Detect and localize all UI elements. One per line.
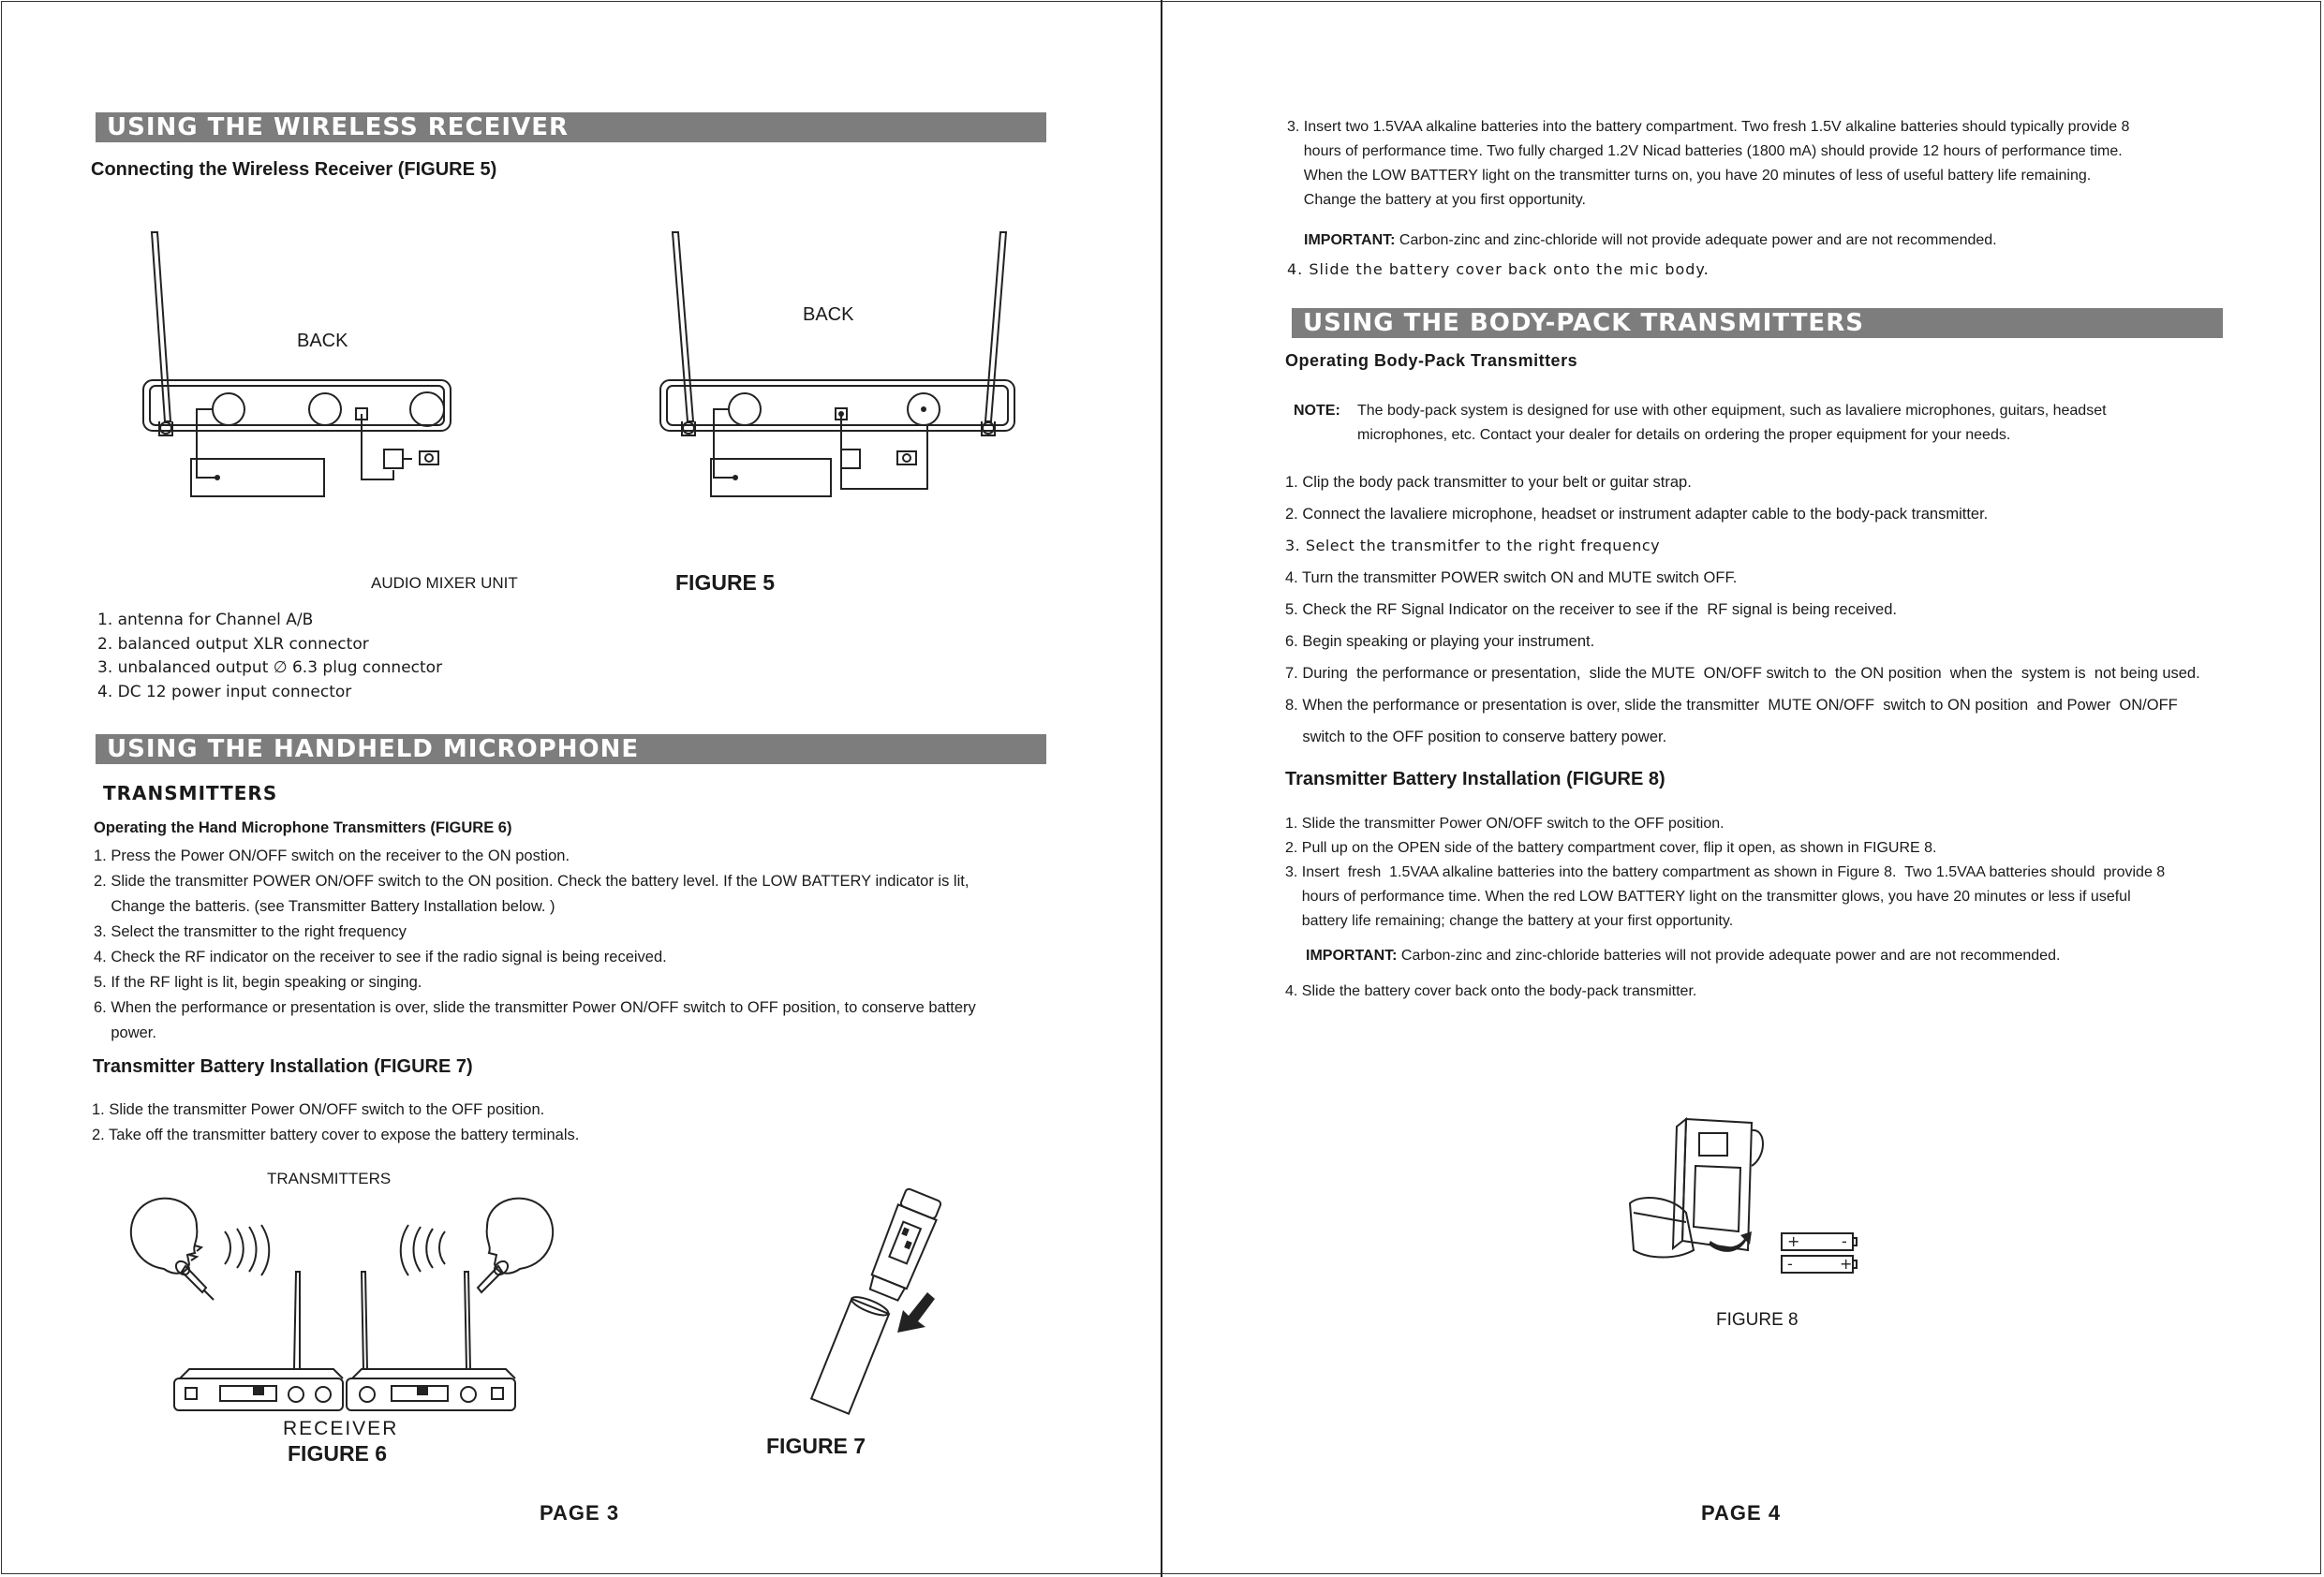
operating-bodypack-steps — [1285, 466, 2200, 753]
list-item: hours of performance time. When the red LOW BATTERY light on the transmitter glows, you have 20 minutes or less if useful — [1285, 889, 2131, 905]
figure-8-caption: FIGURE 8 — [1716, 1310, 1799, 1330]
battery-install-continued — [1287, 115, 2129, 213]
list-item: 3. unbalanced output ∅ 6.3 plug connector — [97, 658, 443, 677]
important-note-2 — [1306, 944, 2060, 968]
figure-7-caption: FIGURE 7 — [766, 1434, 866, 1458]
receiver-label: RECEIVER — [283, 1418, 399, 1439]
connecting-title-text: Connecting the Wireless Receiver — [91, 159, 393, 180]
step4-bodypack: 4. Slide the battery cover back onto the body-pack transmitter. — [1285, 983, 1697, 999]
battery-steps-left — [92, 1098, 579, 1148]
back-label-b: BACK — [803, 304, 854, 325]
note-label: NOTE: — [1294, 403, 1340, 419]
list-item: 1. Clip the body pack transmitter to your belt or guitar strap. — [1285, 474, 1692, 491]
note-text — [1357, 399, 2107, 448]
step4-mic-body: 4. Slide the battery cover back onto the mic body. — [1287, 260, 1710, 278]
receiver-knob-a — [412, 393, 450, 431]
receiver-back-diagram-a — [131, 225, 468, 506]
list-item: 3. Select the transmitfer to the right frequency — [1285, 537, 1661, 554]
transmitters-heading: TRANSMITTERS — [103, 782, 278, 804]
list-item: 6. When the performance or presentation is over, slide the transmitter Power ON/OFF switch to OFF position, to conserve battery — [94, 999, 976, 1016]
important-label: IMPORTANT: — [1306, 948, 1398, 964]
list-item: Change the batteris. (see Transmitter Battery Installation below. ) — [94, 898, 555, 915]
svg-text:-: - — [1842, 1232, 1847, 1250]
list-item: 4. DC 12 power input connector — [97, 682, 352, 701]
page-number-left: PAGE 3 — [540, 1501, 620, 1525]
list-item: Change the battery at you first opportunity. — [1287, 192, 1586, 208]
figure-5-caption: FIGURE 5 — [675, 570, 776, 595]
audio-mixer-label: AUDIO MIXER UNIT — [371, 574, 518, 592]
list-item: switch to the OFF position to conserve battery power. — [1285, 729, 1667, 745]
important-label: IMPORTANT: — [1304, 232, 1396, 248]
list-item: 4. Turn the transmitter POWER switch ON and MUTE switch OFF. — [1285, 569, 1738, 586]
figure-8-illustration — [1621, 1110, 1864, 1297]
list-item: 3. Select the transmitter to the right frequency — [94, 923, 407, 940]
operating-hand-title: Operating the Hand Microphone Transmitters (FIGURE 6) — [94, 819, 512, 836]
figure-6-illustration — [112, 1189, 600, 1423]
note-line: microphones, etc. Contact your dealer for details on ordering the proper equipment for your needs. — [1357, 427, 2011, 443]
battery-install-title-right: Transmitter Battery Installation (FIGURE 8) — [1285, 769, 1665, 789]
list-item: 8. When the performance or presentation is over, slide the transmitter MUTE ON/OFF switch to ON position and Power ON/OFF — [1285, 697, 2178, 714]
list-item: power. — [94, 1024, 156, 1041]
battery-steps-right — [1285, 812, 2165, 934]
svg-text:-: - — [1787, 1255, 1793, 1273]
svg-text:+: + — [1840, 1255, 1853, 1273]
list-item: 5. Check the RF Signal Indicator on the receiver to see if the RF signal is being received. — [1285, 601, 1897, 618]
list-item: 7. During the performance or presentation, slide the MUTE ON/OFF switch to the ON position when the system is not being used. — [1285, 665, 2200, 682]
list-item: 2. Connect the lavaliere microphone, headset or instrument adapter cable to the body-pack transmitter. — [1285, 506, 1989, 523]
section-bar-body-pack: USING THE BODY-PACK TRANSMITTERS — [1292, 308, 2223, 338]
important-text: Carbon-zinc and zinc-chloride batteries will not provide adequate power and are not recommended. — [1397, 948, 2061, 964]
list-item: 4. Check the RF indicator on the receiver to see if the radio signal is being received. — [94, 949, 667, 965]
back-label-a: BACK — [297, 331, 348, 351]
connecting-receiver-title — [91, 159, 496, 181]
operating-bodypack-title: Operating Body-Pack Transmitters — [1285, 351, 1578, 370]
connecting-figure-ref: (FIGURE 5) — [397, 159, 497, 180]
list-item: 1. Slide the transmitter Power ON/OFF switch to the OFF position. — [92, 1101, 545, 1118]
operating-hand-steps — [94, 844, 976, 1046]
note-line: The body-pack system is designed for use with other equipment, such as lavaliere microphones, guitars, headset — [1357, 403, 2107, 419]
important-text: Carbon-zinc and zinc-chloride will not provide adequate power and are not recommended. — [1395, 232, 1997, 248]
list-item: 2. Slide the transmitter POWER ON/OFF switch to the ON position. Check the battery level. If the LOW BATTERY indicator is lit, — [94, 873, 970, 890]
list-item: 1. Press the Power ON/OFF switch on the receiver to the ON postion. — [94, 847, 570, 864]
list-item: 2. Pull up on the OPEN side of the battery compartment cover, flip it open, as shown in FIGURE 8. — [1285, 840, 1937, 856]
page-divider — [1161, 0, 1162, 1577]
list-item: 2. Take off the transmitter battery cover to expose the battery terminals. — [92, 1127, 580, 1143]
list-item: hours of performance time. Two fully charged 1.2V Nicad batteries (1800 mA) should provide 12 hours of performance time. — [1287, 143, 2123, 159]
important-note-1 — [1304, 228, 1997, 253]
figure-7-illustration — [768, 1175, 993, 1419]
list-item: 5. If the RF light is lit, begin speaking or singing. — [94, 974, 422, 991]
list-item: When the LOW BATTERY light on the transmitter turns on, you have 20 minutes of less of useful battery life remaining. — [1287, 168, 2092, 184]
battery-install-title-left: Transmitter Battery Installation (FIGURE 7) — [93, 1056, 473, 1077]
svg-text:+: + — [1787, 1232, 1800, 1250]
section-bar-handheld-microphone: USING THE HANDHELD MICROPHONE — [96, 734, 1046, 764]
list-item: 2. balanced output XLR connector — [97, 634, 369, 654]
list-item: battery life remaining; change the battery at your first opportunity. — [1285, 913, 1734, 929]
section-bar-wireless-receiver: USING THE WIRELESS RECEIVER — [96, 112, 1046, 142]
list-item: 6. Begin speaking or playing your instrument. — [1285, 633, 1595, 650]
receiver-parts-list — [97, 609, 442, 704]
list-item: 3. Insert two 1.5VAA alkaline batteries into the battery compartment. Two fresh 1.5V alkaline batteries should typically provide 8 — [1287, 119, 2130, 135]
list-item: 3. Insert fresh 1.5VAA alkaline batteries into the battery compartment as shown in Figure 8. Two 1.5VAA batteries should provide 8 — [1285, 864, 2166, 880]
receiver-back-diagram-b — [646, 225, 1040, 506]
page-number-right: PAGE 4 — [1701, 1501, 1782, 1525]
figure-6-caption: FIGURE 6 — [288, 1441, 388, 1466]
list-item: 1. Slide the transmitter Power ON/OFF switch to the OFF position. — [1285, 816, 1724, 832]
transmitters-label: TRANSMITTERS — [267, 1170, 392, 1187]
list-item: 1. antenna for Channel A/B — [97, 611, 314, 629]
